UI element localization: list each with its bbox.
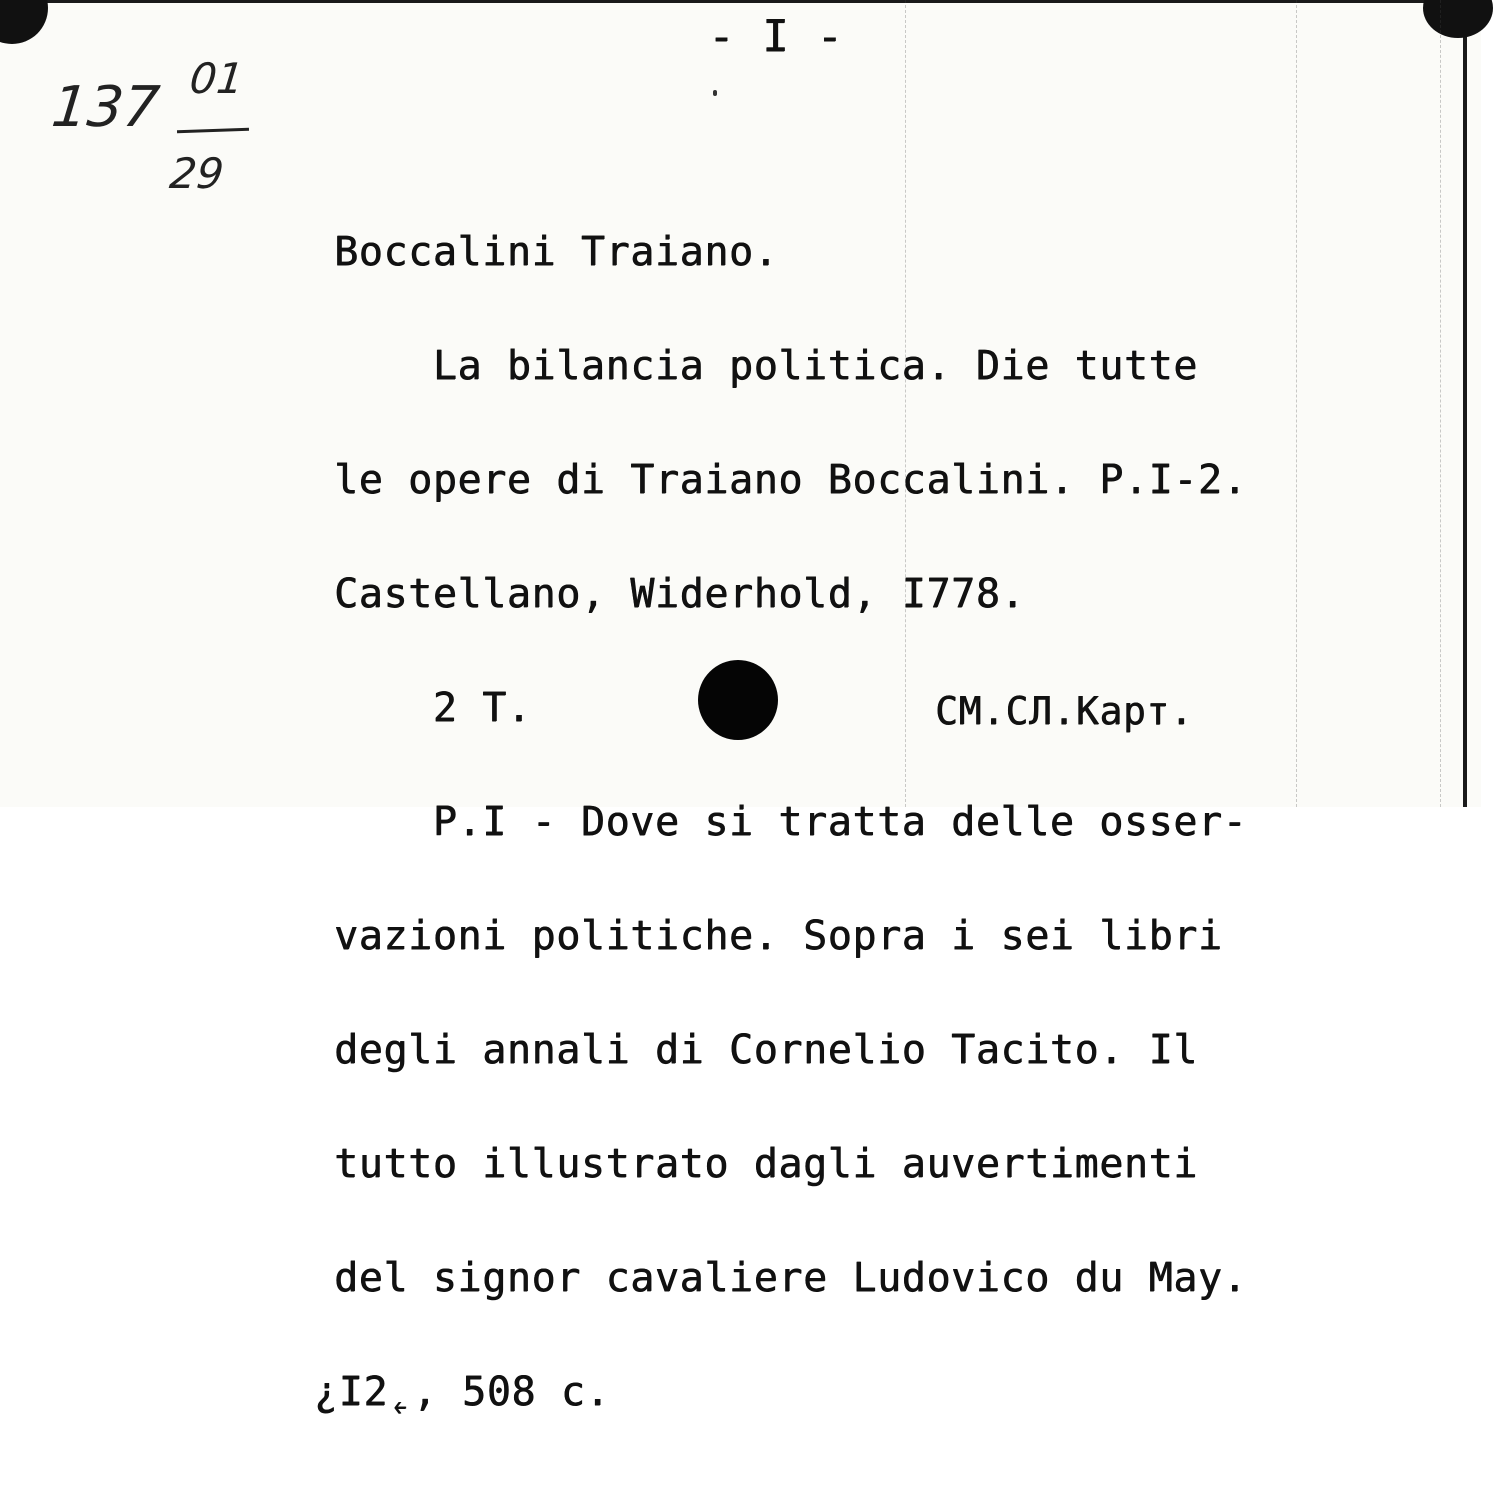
card-header-number: - I - [708,11,844,62]
card-top-edge [0,0,1481,3]
entry-line: P.I - Dove si tratta delle osser- [334,799,1248,845]
ruled-guide-line [1296,0,1297,807]
shelfmark-fraction-bar [177,128,249,134]
card-corner-top-left [0,0,48,44]
entry-line: tutto illustrato dagli auvertimenti [334,1141,1198,1187]
shelfmark-denominator: 29 [167,149,227,198]
entry-line: La bilancia politica. Die tutte [334,343,1198,389]
shelfmark-main: 137 [48,75,163,140]
entry-line: degli annali di Cornelio Tacito. Il [334,1027,1198,1073]
ruled-guide-line [1440,0,1441,807]
entry-line: Castellano, Widerhold, I778. [334,571,1026,617]
catalog-entry [314,157,1248,1487]
punch-hole [698,660,778,740]
entry-line: 2 T. [334,685,532,731]
card-right-edge [1463,0,1467,807]
entry-line: le opere di Traiano Boccalini. P.I-2. [334,457,1248,503]
shelfmark-numerator: 01 [187,54,247,103]
entry-line: del signor cavaliere Ludovico du May. [334,1255,1248,1301]
card-corner-top-right [1423,0,1493,38]
ink-speck [713,90,717,96]
entry-line-extent: ¿I2˿, 508 c. [314,1369,611,1415]
cross-reference-note: СМ.СЛ.Карт. [935,689,1194,733]
handwritten-shelfmark [44,56,274,206]
entry-line: vazioni politiche. Sopra i sei libri [334,913,1223,959]
entry-line-author: Boccalini Traiano. [334,229,779,275]
